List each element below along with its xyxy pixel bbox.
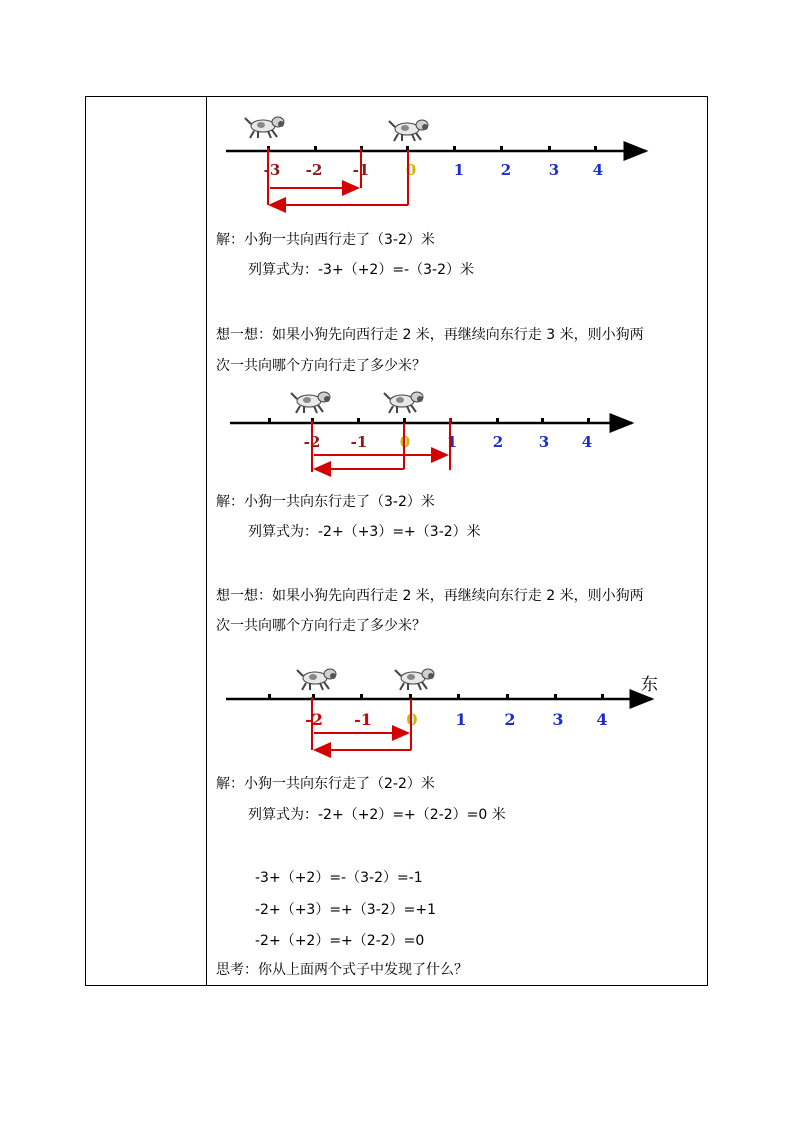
equation-2: -2+（+3）=+（3-2）=+1: [255, 902, 437, 918]
tick-label: 1: [446, 433, 458, 451]
solution-text: 解：小狗一共向东行走了（3-2）米: [216, 494, 435, 510]
tick-label: 2: [492, 433, 504, 451]
tick-label: -2: [303, 433, 321, 451]
tick-label: -2: [305, 710, 323, 729]
equation-1: -3+（+2）=-（3-2）=-1: [255, 870, 423, 886]
direction-label-east: 东: [641, 675, 658, 695]
question-text: 想一想：如果小狗先向西行走 2 米，再继续向东行走 3 米，则小狗两: [216, 327, 644, 343]
formula-text: 列算式为：-2+（+2）=+（2-2）=0 米: [248, 807, 506, 823]
question-text: 想一想：如果小狗先向西行走 2 米，再继续向东行走 2 米，则小狗两: [216, 588, 644, 604]
question-text: 次一共向哪个方向行走了多少米？: [216, 618, 426, 634]
formula-text: 列算式为：-3+（+2）=-（3-2）米: [248, 262, 474, 278]
tick-label: 0: [405, 161, 417, 179]
tick-label: -1: [354, 710, 372, 729]
tick-label: 3: [548, 161, 560, 179]
tick-label: 1: [455, 710, 467, 729]
question-text: 次一共向哪个方向行走了多少米？: [216, 358, 426, 374]
tick-label: 2: [504, 710, 516, 729]
tick-label: -1: [350, 433, 368, 451]
left-column: [86, 97, 207, 985]
tick-label: 3: [538, 433, 550, 451]
tick-label: 4: [596, 710, 608, 729]
tick-label: 3: [552, 710, 564, 729]
tick-label: -2: [305, 161, 323, 179]
tick-label: 0: [399, 433, 411, 451]
lesson-table: [85, 96, 708, 986]
equation-3: -2+（+2）=+（2-2）=0: [255, 933, 425, 949]
solution-text: 解：小狗一共向西行走了（3-2）米: [216, 232, 435, 248]
tick-label: 0: [406, 710, 418, 729]
tick-label: 2: [500, 161, 512, 179]
tick-label: 1: [453, 161, 465, 179]
formula-text: 列算式为：-2+（+3）=+（3-2）米: [248, 524, 481, 540]
solution-text: 解：小狗一共向东行走了（2-2）米: [216, 776, 435, 792]
tick-label: 4: [581, 433, 593, 451]
tick-label: -1: [352, 161, 370, 179]
tick-label: -3: [263, 161, 281, 179]
tick-label: 4: [592, 161, 604, 179]
think-question: 思考：你从上面两个式子中发现了什么？: [216, 962, 468, 978]
